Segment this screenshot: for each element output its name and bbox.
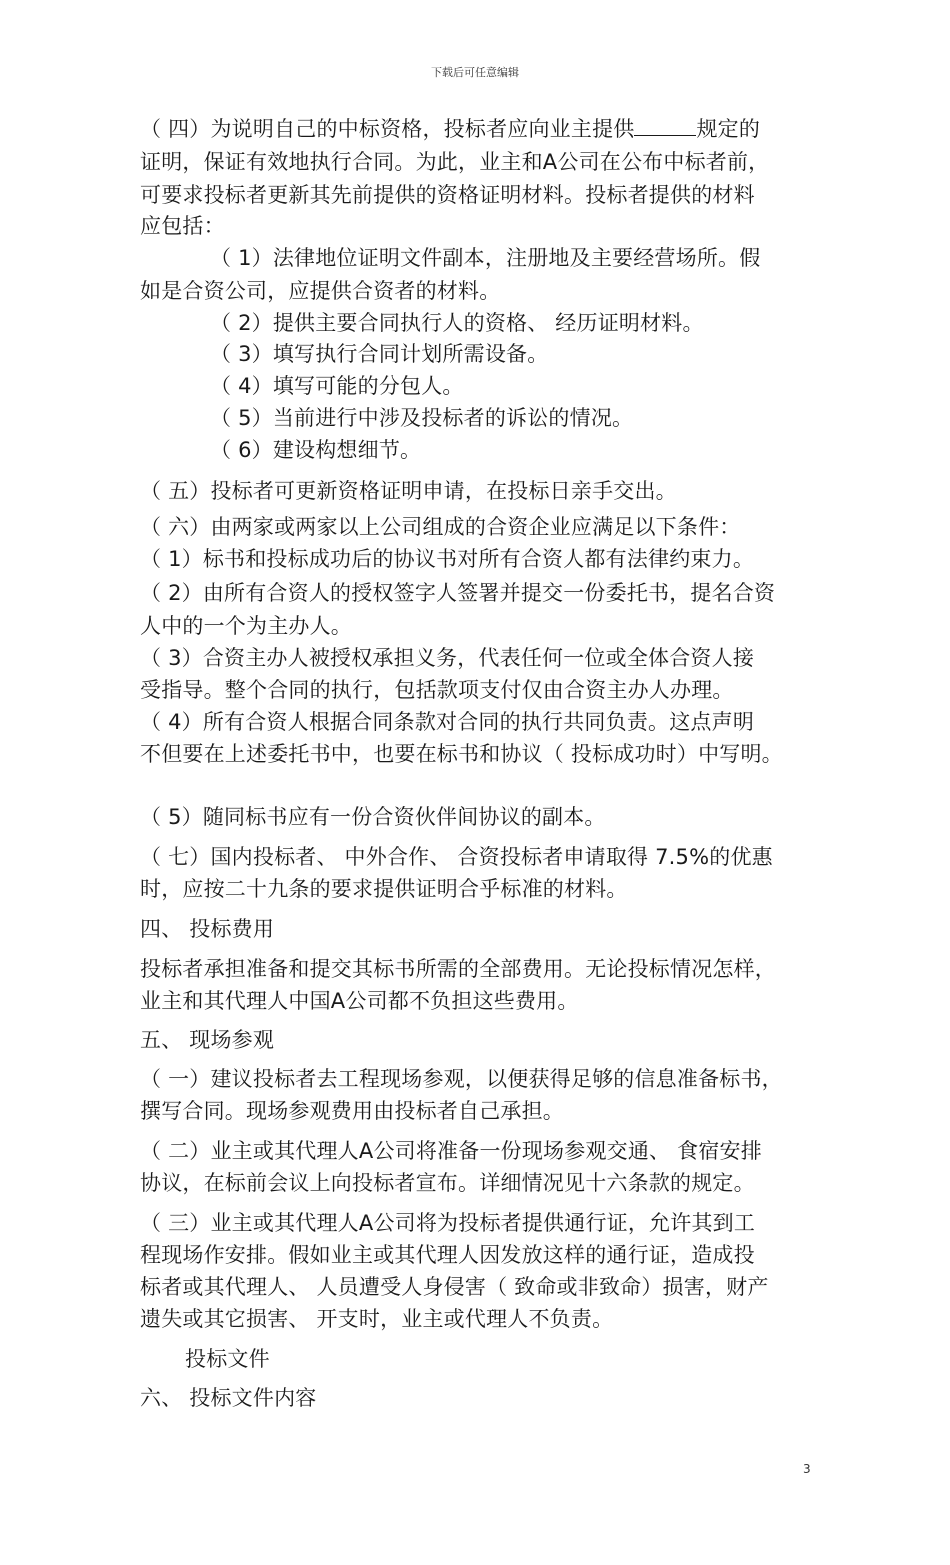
text-line: 可要求投标者更新其先前提供的资格证明材料。投标者提供的材料: [140, 183, 755, 207]
list-item: （ 2）由所有合资人的授权签字人签署并提交一份委托书，提名合资: [140, 581, 776, 605]
text-line: （ 五）投标者可更新资格证明申请，在投标日亲手交出。: [140, 479, 677, 503]
paragraph-4-text-end: 规定的: [696, 117, 761, 141]
page-number: 3: [803, 1462, 811, 1476]
page-header: 下载后可任意编辑: [431, 66, 519, 79]
list-item: （ 5）当前进行中涉及投标者的诉讼的情况。: [210, 406, 634, 430]
text-line: 撰写合同。现场参观费用由投标者自己承担。: [140, 1099, 564, 1123]
text-line: 程现场作安排。假如业主或其代理人因发放这样的通行证，造成投: [140, 1243, 755, 1267]
text-line: （ 六）由两家或两家以上公司组成的合资企业应满足以下条件：: [140, 515, 741, 539]
paragraph-4-line-1: [140, 116, 760, 142]
list-item: （ 6）建设构想细节。: [210, 438, 422, 462]
text-line: 受指导。整个合同的执行，包括款项支付仅由合资主办人办理。: [140, 678, 734, 702]
section-heading: 四、 投标费用: [140, 917, 275, 941]
list-item: （ 3）合资主办人被授权承担义务，代表任何一位或全体合资人接: [140, 646, 755, 670]
section-heading: 投标文件: [185, 1347, 270, 1371]
text-line: 人中的一个为主办人。: [140, 614, 352, 638]
list-item: （ 5）随同标书应有一份合资伙伴间协议的副本。: [140, 805, 606, 829]
text-line: 标者或其代理人、 人员遭受人身侵害（ 致命或非致命）损害，财产: [140, 1275, 769, 1299]
text-line: 如是合资公司，应提供合资者的材料。: [140, 279, 501, 303]
text-line: （ 三）业主或其代理人A公司将为投标者提供通行证，允许其到工: [140, 1211, 756, 1235]
list-item: （ 1）标书和投标成功后的协议书对所有合资人都有法律约束力。: [140, 547, 755, 571]
list-item: （ 4）所有合资人根据合同条款对合同的执行共同负责。这点声明: [140, 710, 755, 734]
text-line: 投标者承担准备和提交其标书所需的全部费用。无论投标情况怎样，: [140, 957, 776, 981]
list-item: （ 1）法律地位证明文件副本，注册地及主要经营场所。假: [210, 246, 761, 270]
fill-in-blank: [634, 117, 696, 136]
text-line: 证明，保证有效地执行合同。为此，业主和A公司在公布中标者前，: [140, 150, 770, 174]
text-line: 应包括：: [140, 214, 225, 238]
section-heading: 六、 投标文件内容: [140, 1386, 317, 1410]
section-heading: 五、 现场参观: [140, 1028, 275, 1052]
paragraph-4-text: （ 四）为说明自己的中标资格，投标者应向业主提供: [140, 117, 635, 141]
list-item: （ 2）提供主要合同执行人的资格、 经历证明材料。: [210, 311, 704, 335]
text-line: 时，应按二十九条的要求提供证明合乎标准的材料。: [140, 877, 628, 901]
text-line: （ 二）业主或其代理人A公司将准备一份现场参观交通、 食宿安排: [140, 1139, 762, 1163]
text-line: 协议，在标前会议上向投标者宣布。详细情况见十六条款的规定。: [140, 1171, 755, 1195]
list-item: （ 3）填写执行合同计划所需设备。: [210, 342, 549, 366]
list-item: （ 4）填写可能的分包人。: [210, 374, 464, 398]
text-line: 遗失或其它损害、 开支时，业主或代理人不负责。: [140, 1307, 614, 1331]
text-line: 不但要在上述委托书中，也要在标书和协议（ 投标成功时）中写明。: [140, 742, 783, 766]
text-line: （ 一）建议投标者去工程现场参观，以便获得足够的信息准备标书，: [140, 1067, 783, 1091]
text-line: 业主和其代理人中国A公司都不负担这些费用。: [140, 989, 579, 1013]
text-line: （ 七）国内投标者、 中外合作、 合资投标者申请取得 7.5%的优惠: [140, 845, 773, 869]
